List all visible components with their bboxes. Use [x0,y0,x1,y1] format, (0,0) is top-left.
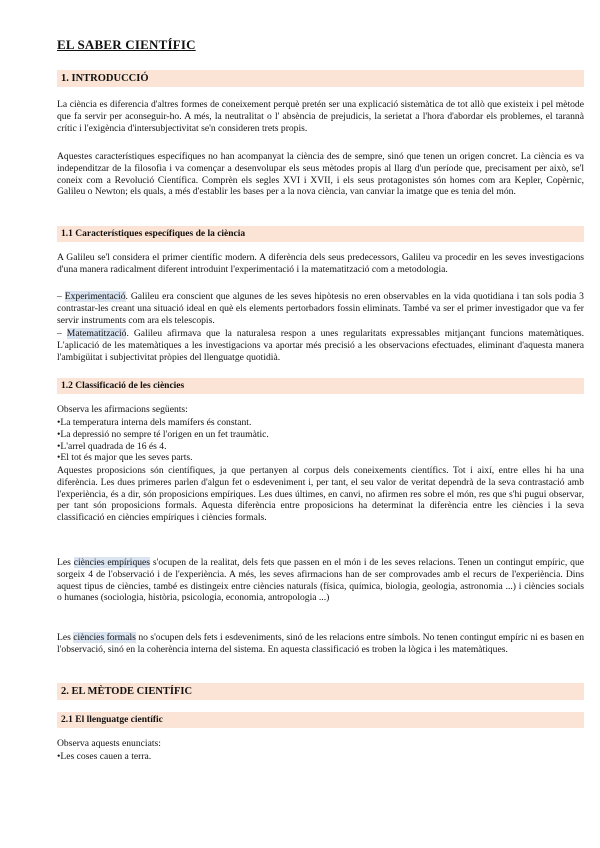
document-title: EL SABER CIENTÍFIC [57,37,196,52]
ciencies-empiriques-paragraph [57,557,584,604]
les-prefix: Les [57,632,74,643]
list-item: • Les coses cauen a terra. [57,751,584,763]
matematitzacio-term: Matematització [66,328,127,339]
subsection-heading-classificacio: 1.2 Classificació de les ciències [57,378,584,394]
list-item: • La temperatura interna dels mamífers és constant. [57,417,584,429]
intro-paragraph-1: La ciència es diferencia d'altres formes de coneixement perquè pretén ser una explicació sistemàtica de tot allò que existeix i pel mètode que fa servir per aconseguir-ho. A més, la neutralitat o l' absència de prejudicis, la serietat a l'hora d'abordar els problemes, el tarannà crític i l'exigència d'intersubjectivitat se'n consideren trets propis. [57,99,584,134]
ciencies-formals-text: no s'ocupen dels fets i esdeveniments, sinó de les relacions entre símbols. No tenen contingut empíric ni es basen en l'observació, sinó en la coherència interna del sistema. En aquesta classificació es troben la lògica i les matemàtiques. [57,632,584,655]
galileu-paragraph: A Galileu se'l considera el primer científic modern. A diferència dels seus predecessors, Galileu va procedir en les seves investigacions d'una manera radicalment diferent introduint l'experimentació i la matematització com a metodologia. [57,252,584,275]
section-heading-metode: 2. EL MÈTODE CIENTÍFIC [57,683,584,700]
matematitzacio-text: . Galileu afirmava que la naturalesa respon a unes regularitats expressables mitjançant funcions matemàtiques. L'aplicació de les matemàtiques a les investigacions va aportar més precisió a les observacions efectuades, eliminant d'aquesta manera l'ambigüitat i subjectivitat pròpies del llenguatge quotidià. [57,328,584,363]
ciencies-formals-paragraph [57,632,584,656]
dash-prefix: – [57,328,67,339]
proposicions-paragraph: Aquestes proposicions són científiques, ja que pertanyen al corpus dels coneixements científics. Tot i així, entre elles hi ha una diferència. Les dues primeres parlen d'algun fet o esdeveniment i, per tant, el seu valor de veritat dependrà de la seva contrastació amb l'experiència, és a dir, són proposicions empíriques. Les dues últimes, en canvi, no afirmen res sobre el món, res que s'hi pugui observar, per tant són proposicions formals. Aquesta diferència entre proposicions ha determinat la diferència entre les ciències i la seva classificació en ciències empíriques i ciències formals. [57,465,584,524]
ciencies-empiriques-text: s'ocupen de la realitat, dels fets que passen en el món i de les seves relacions. Tenen un contingut empíric, que sorgeix 4 de l'observació i de l'experiència. A més, les seves afirmacions han de ser comprovades amb el recurs de l'experiència. Dins aquest tipus de ciències, també es distingeix entre ciències naturals (física, química, biologia, geologia, astronomia ...) i ciències socials o humanes (sociologia, història, psicologia, economia, antropologia ...) [57,557,584,604]
list-item: • La depressió no sempre té l'origen en un fet traumàtic. [57,429,584,441]
experimentacio-paragraph [57,291,584,326]
dash-prefix: – [57,291,65,302]
intro-paragraph-2: Aquestes característiques específiques no han acompanyat la ciència des de sempre, sinó que tenen un origen concret. La ciència es va independitzar de la filosofia i va començar a desenvolupar els seus mètodes propis al llarg d'un període que, precisament per això, se'l coneix com a Revolució Científica. Comprèn els segles XVI i XVII, i els seus protagonistes són homes com ara Kepler, Copèrnic, Galileu o Newton; els quals, a més d'establir les bases per a la nova ciència, van canviar la imatge que es tenia del món. [57,151,584,198]
subsection-heading-caracteristiques: 1.1 Característiques específiques de la ciència [57,226,584,242]
enunciats-intro: Observa aquests enunciats: [57,738,161,749]
list-item: • L'arrel quadrada de 16 és 4. [57,441,584,453]
experimentacio-text: . Galileu era conscient que algunes de les seves hipòtesis no eren observables en la vida quotidiana i tan sols podia 3 contrastar-les creant una situació ideal en què els elements pertorbadors fossin eliminats. També va ser el primer investigador que va fer servir instruments com ara els telescopis. [57,291,584,326]
les-prefix: Les [57,557,74,568]
section-heading-introduccio: 1. INTRODUCCIÓ [57,70,584,87]
enunciats-list [57,751,584,763]
ciencies-empiriques-term: ciències empíriques [73,557,151,568]
ciencies-formals-term: ciències formals [73,632,136,643]
list-item: • El tot és major que les seves parts. [57,452,584,464]
matematitzacio-paragraph [57,328,584,363]
subsection-heading-llenguatge: 2.1 El llenguatge científic [57,712,584,728]
afirmacions-intro: Observa les afirmacions següents: [57,404,188,415]
experimentacio-term: Experimentació [64,291,126,302]
afirmacions-list [57,417,584,464]
